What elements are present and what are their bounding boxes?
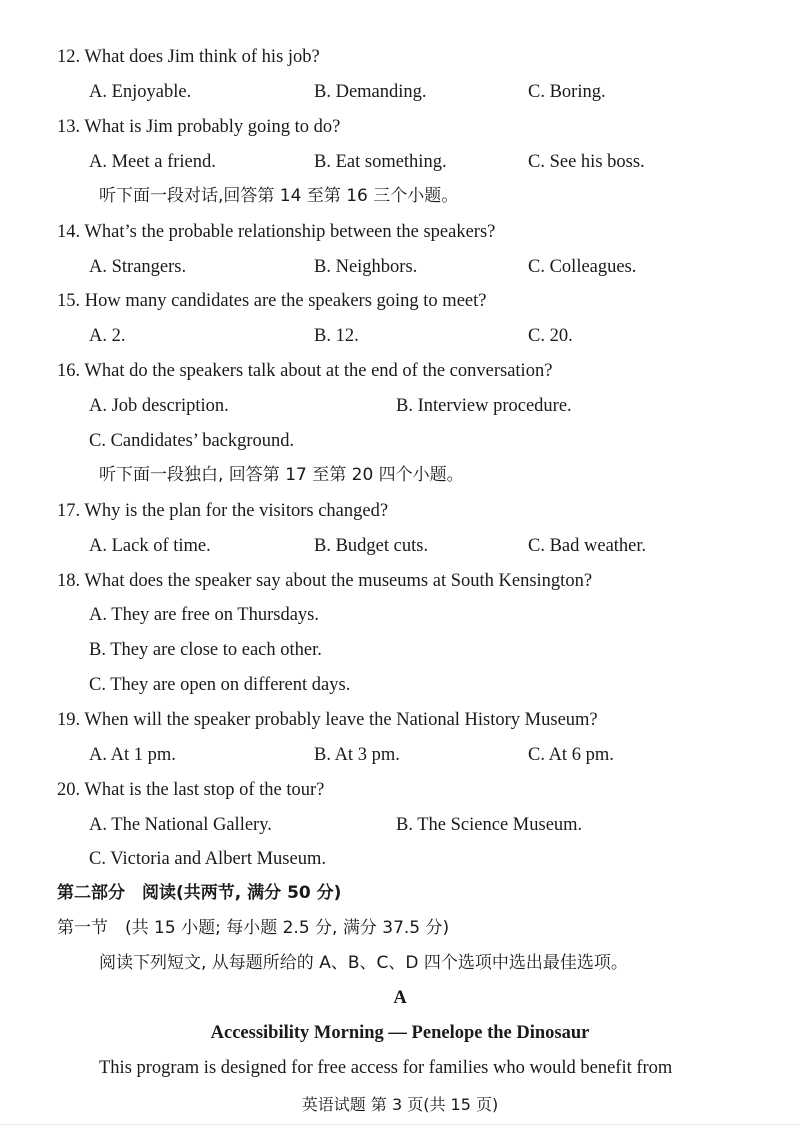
q15-option-a: A. 2. [89,326,126,346]
q18-option-b: B. They are close to each other. [89,640,322,660]
q12-option-b: B. Demanding. [314,82,427,102]
q12-option-a: A. Enjoyable. [89,82,192,102]
footer-divider [0,1124,800,1125]
question-13: 13. What is Jim probably going to do? [57,117,341,137]
q17-option-c: C. Bad weather. [528,536,647,556]
q15-option-c: C. 20. [528,326,573,346]
question-15: 15. How many candidates are the speakers going to meet? [57,291,487,311]
question-17: 17. Why is the plan for the visitors changed? [57,501,389,521]
question-16: 16. What do the speakers talk about at the end of the conversation? [57,361,553,381]
q18-option-a: A. They are free on Thursdays. [89,605,319,625]
q13-option-a: A. Meet a friend. [89,152,216,172]
instruction-dialog-14-16: 听下面一段对话,回答第 14 至第 16 三个小题。 [99,186,459,206]
question-18: 18. What does the speaker say about the museums at South Kensington? [57,571,593,591]
q19-option-b: B. At 3 pm. [314,745,400,765]
q19-option-a: A. At 1 pm. [89,745,176,765]
question-12: 12. What does Jim think of his job? [57,47,320,67]
q16-option-a: A. Job description. [89,396,229,416]
q13-option-c: C. See his boss. [528,152,645,172]
q16-option-b: B. Interview procedure. [396,396,572,416]
passage-letter: A [393,988,407,1008]
q13-option-b: B. Eat something. [314,152,447,172]
page-footer: 英语试题 第 3 页(共 15 页) [301,1095,499,1114]
q14-option-a: A. Strangers. [89,257,187,277]
q12-option-c: C. Boring. [528,82,606,102]
reading-direction: 阅读下列短文, 从每题所给的 A、B、C、D 四个选项中选出最佳选项。 [99,953,628,973]
question-20: 20. What is the last stop of the tour? [57,780,325,800]
q17-option-b: B. Budget cuts. [314,536,429,556]
instruction-monologue-17-20: 听下面一段独白, 回答第 17 至第 20 四个小题。 [99,465,464,485]
q14-option-c: C. Colleagues. [528,257,637,277]
q17-option-a: A. Lack of time. [89,536,211,556]
question-14: 14. What’s the probable relationship between the speakers? [57,222,496,242]
question-19: 19. When will the speaker probably leave the National History Museum? [57,710,598,730]
section1-heading: 第一节 (共 15 小题; 每小题 2.5 分, 满分 37.5 分) [57,918,450,938]
part2-title: 第二部分 阅读(共两节, 满分 50 分) [57,883,342,903]
q16-option-c: C. Candidates’ background. [89,431,295,451]
q18-option-c: C. They are open on different days. [89,675,351,695]
q19-option-c: C. At 6 pm. [528,745,614,765]
passage-body: This program is designed for free access for families who would benefit from [99,1058,673,1078]
q20-option-b: B. The Science Museum. [396,815,583,835]
q15-option-b: B. 12. [314,326,359,346]
q20-option-c: C. Victoria and Albert Museum. [89,849,326,869]
passage-title: Accessibility Morning — Penelope the Dinosaur [210,1023,590,1043]
q20-option-a: A. The National Gallery. [89,815,272,835]
q14-option-b: B. Neighbors. [314,257,418,277]
